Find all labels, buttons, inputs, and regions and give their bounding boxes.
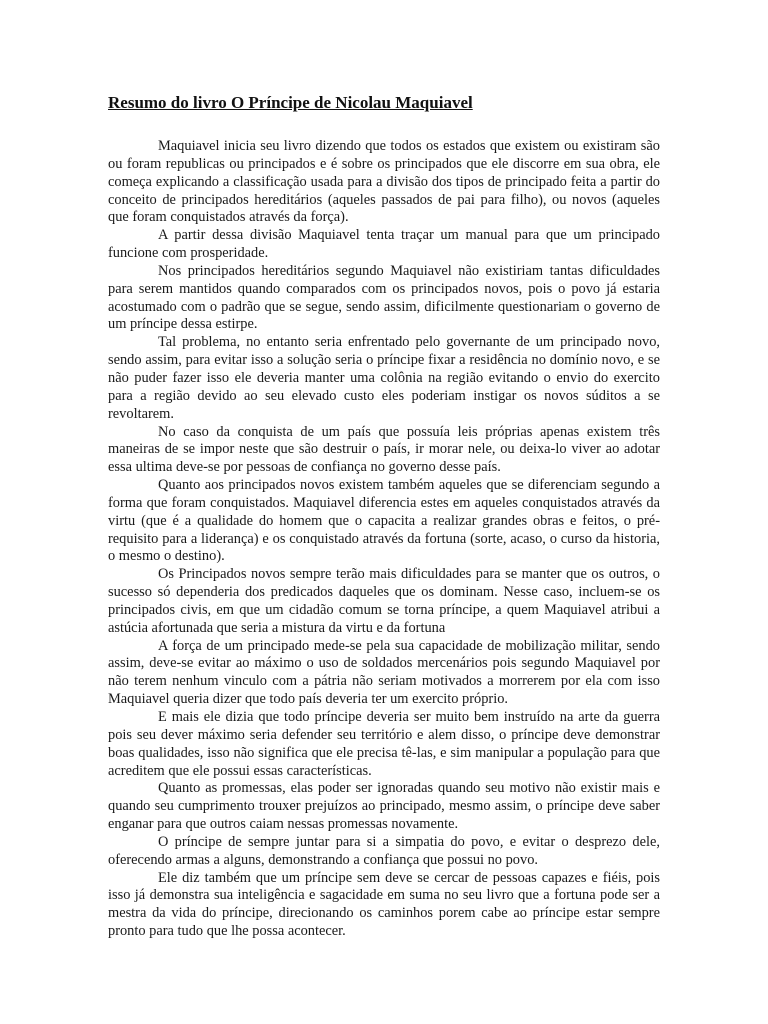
paragraph-7: Os Principados novos sempre terão mais dificuldades para se manter que os outros, o sucesso só dependeria dos predicados daqueles que os dominam. Nesse caso, incluem-se os principados civis, em que um cidadão comum se torna príncipe, a quem Maquiavel atribui a astúcia afortunada que seria a mistura da virtu e da fortuna	[108, 566, 660, 636]
paragraph-4: Tal problema, no entanto seria enfrentado pelo governante de um principado novo, sendo assim, para evitar isso a solução seria o príncipe fixar a residência no domínio novo, e se não puder fazer isso ele deveria manter uma colônia na região evitando o envio do exercito para a região devido ao seu elevado custo eles poderiam instigar os novos súditos a se revoltarem.	[108, 334, 660, 422]
paragraph-6: Quanto aos principados novos existem também aqueles que se diferenciam segundo a forma que foram conquistados. Maquiavel diferencia estes em aqueles conquistados através da virtu (que é a qualidade do homem que o capacita a realizar grandes obras e feitos, o pré-requisito para a liderança) e os conquistado através da fortuna (sorte, acaso, o curso da historia, o mesmo o destino).	[108, 477, 660, 565]
document-body	[108, 138, 660, 941]
paragraph-12: Ele diz também que um príncipe sem deve se cercar de pessoas capazes e fiéis, pois isso já demonstra sua inteligência e sagacidade em suma no seu livro que a fortuna pode ser a mestra da vida do príncipe, direcionando os caminhos porem cabe ao príncipe estar sempre pronto para tudo que lhe possa acontecer.	[108, 869, 660, 940]
paragraph-2: A partir dessa divisão Maquiavel tenta traçar um manual para que um principado funcione com prosperidade.	[108, 227, 660, 262]
paragraph-11: O príncipe de sempre juntar para si a simpatia do povo, e evitar o desprezo dele, oferecendo armas a alguns, demonstrando a confiança que possui no povo.	[108, 833, 660, 868]
document-title: Resumo do livro O Príncipe de Nicolau Maquiavel	[108, 93, 473, 112]
paragraph-3: Nos principados hereditários segundo Maquiavel não existiriam tantas dificuldades para serem mantidos quando comparados com os principados novos, pois o povo já estaria acostumado com o padrão que se segue, sendo assim, dificilmente questionariam o governo de um príncipe dessa estirpe.	[108, 262, 660, 333]
paragraph-1: Maquiavel inicia seu livro dizendo que todos os estados que existem ou existiram são ou foram republicas ou principados e é sobre os principados que ele discorre em sua obra, ele começa explicando a classificação usada para a divisão dos tipos de principado feita a partir do conceito de principados hereditários (aqueles passados de pai para filho), ou novos (aqueles que foram conquistados através da força).	[108, 138, 660, 226]
document-page	[108, 92, 660, 941]
paragraph-8: A força de um principado mede-se pela sua capacidade de mobilização militar, sendo assim, deve-se evitar ao máximo o uso de soldados mercenários pois segundo Maquiavel por não terem nenhum vinculo com a pátria não seriam motivados a morrerem por ela com isso Maquiavel queria dizer que todo país deveria ter um exercito próprio.	[108, 637, 660, 708]
paragraph-9: E mais ele dizia que todo príncipe deveria ser muito bem instruído na arte da guerra pois seu dever máximo seria defender seu território e alem disso, o príncipe deve demonstrar boas qualidades, isso não significa que ele precisa tê-las, e sim manipular a população para que acreditem que ele possui essas características.	[108, 709, 660, 779]
paragraph-5: No caso da conquista de um país que possuía leis próprias apenas existem três maneiras de se impor neste que são destruir o país, ir morar nele, ou deixa-lo viver ao adotar essa ultima deve-se por pessoas de confiança no governo desse país.	[108, 423, 660, 476]
paragraph-10: Quanto as promessas, elas poder ser ignoradas quando seu motivo não existir mais e quando seu cumprimento trouxer prejuízos ao principado, mesmo assim, o príncipe deve saber enganar para que outros caiam nessas promessas novamente.	[108, 780, 660, 833]
